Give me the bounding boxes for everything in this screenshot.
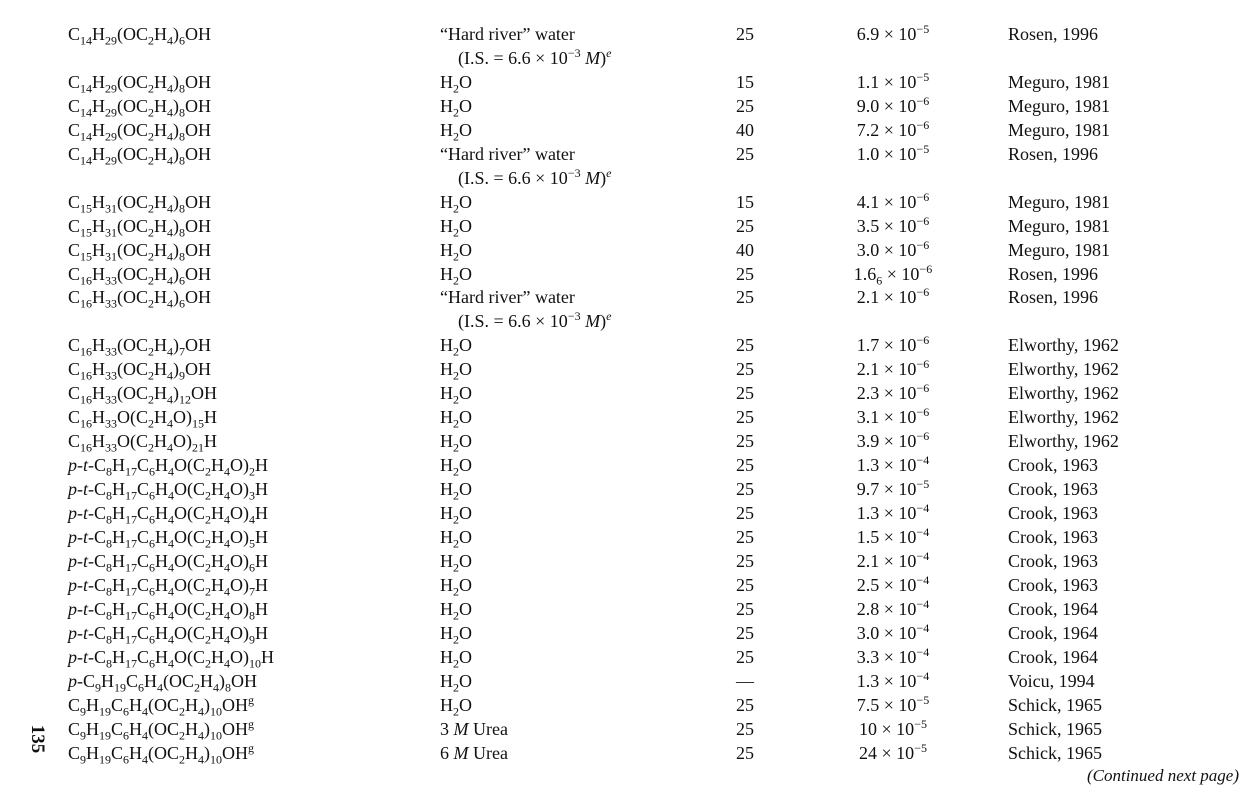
- solvent-cell: $H_2O$: [440, 407, 472, 431]
- table-row: [0, 190, 1257, 214]
- temperature-cell: 25: [736, 383, 754, 404]
- cmc-value-cell: $3.1 \times 10^{-6}$: [856, 405, 930, 428]
- cmc-value-cell: $7.2 \times 10^{-6}$: [856, 117, 930, 140]
- cmc-value-cell: $2.8 \times 10^{-4}$: [856, 596, 930, 619]
- compound-cell: $p-t-C_8H_{17}C_6H_4O(C_2H_4O)_8H$: [68, 598, 269, 623]
- reference-cell: Schick, 1965: [1008, 694, 1102, 715]
- table-row-note: [0, 46, 1257, 70]
- cmc-value-cell: $10 \times 10^{-5}$: [859, 716, 927, 739]
- table-row: [0, 741, 1257, 765]
- table-row: [0, 22, 1257, 46]
- compound-cell: $C_{15}H_{31}(OC_2H_4)_8OH$: [68, 239, 212, 264]
- reference-cell: Crook, 1963: [1008, 479, 1098, 500]
- temperature-cell: 25: [736, 263, 754, 284]
- compound-cell: $p-t-C_8H_{17}C_6H_4O(C_2H_4O)_3H$: [68, 479, 269, 503]
- temperature-cell: —: [736, 670, 754, 691]
- cmc-value-cell: $6.9 \times 10^{-5}$: [856, 22, 930, 44]
- cmc-value-cell: $4.1 \times 10^{-6}$: [856, 189, 930, 212]
- compound-cell: $C_{16}H_{33}(OC_2H_4)_6OH$: [68, 287, 212, 312]
- temperature-cell: 40: [736, 119, 754, 140]
- table-row: [0, 381, 1257, 405]
- temperature-cell: 15: [736, 71, 754, 92]
- compound-cell: $C_{16}H_{33}O(C_2H_4O)_{21}H$: [68, 431, 218, 455]
- reference-cell: Crook, 1964: [1008, 598, 1098, 619]
- compound-cell: $C_{14}H_{29}(OC_2H_4)_8OH$: [68, 95, 212, 120]
- solvent-cell: $H_2O$: [440, 239, 472, 264]
- reference-cell: Crook, 1963: [1008, 455, 1098, 476]
- temperature-cell: 25: [736, 431, 754, 452]
- table-row: [0, 118, 1257, 142]
- solvent-cell: 6 M Urea: [440, 742, 508, 763]
- temperature-cell: 25: [736, 503, 754, 523]
- table-row: [0, 453, 1257, 477]
- table-row: [0, 333, 1257, 357]
- temperature-cell: 25: [736, 742, 754, 763]
- solvent-cell: (I.S. = $6.6 \times 10^{-3}$ M)$^e$: [458, 309, 612, 332]
- table-row: [0, 549, 1257, 573]
- cmc-value-cell: $3.5 \times 10^{-6}$: [856, 213, 930, 236]
- temperature-cell: 25: [736, 215, 754, 236]
- reference-cell: Elworthy, 1962: [1008, 431, 1119, 452]
- cmc-value-cell: $1.5 \times 10^{-4}$: [856, 524, 930, 547]
- cmc-value-cell: $3.0 \times 10^{-4}$: [856, 620, 930, 643]
- page-number: 135: [27, 724, 48, 754]
- table-row: [0, 357, 1257, 381]
- reference-cell: Meguro, 1981: [1008, 191, 1110, 212]
- compound-cell: $C_{16}H_{33}(OC_2H_4)_{12}OH$: [68, 383, 218, 407]
- table-row-note: [0, 309, 1257, 333]
- reference-cell: Elworthy, 1962: [1008, 407, 1119, 428]
- reference-cell: Elworthy, 1962: [1008, 359, 1119, 380]
- solvent-cell: $H_2O$: [440, 646, 472, 671]
- solvent-cell: $H_2O$: [440, 598, 472, 623]
- solvent-cell: $H_2O$: [440, 335, 472, 359]
- temperature-cell: 25: [736, 550, 754, 571]
- solvent-cell: 3 M Urea: [440, 718, 508, 739]
- solvent-cell: (I.S. = $6.6 \times 10^{-3}$ M)$^e$: [458, 165, 612, 188]
- table-row: [0, 285, 1257, 312]
- table-row: [0, 214, 1257, 238]
- temperature-cell: 25: [736, 24, 754, 44]
- solvent-cell: $H_2O$: [440, 479, 472, 503]
- compound-cell: $C_9H_{19}C_6H_4(OC_2H_4)_{10}OH^g$: [68, 692, 255, 719]
- temperature-cell: 25: [736, 287, 754, 308]
- table-row: [0, 142, 1257, 166]
- compound-cell: $p-t-C_8H_{17}C_6H_4O(C_2H_4O)_{10}H$: [68, 646, 275, 671]
- solvent-cell: $H_2O$: [440, 503, 472, 527]
- solvent-cell: “Hard river” water: [440, 287, 575, 308]
- temperature-cell: 25: [736, 574, 754, 595]
- solvent-cell: $H_2O$: [440, 215, 472, 240]
- compound-cell: $p-t-C_8H_{17}C_6H_4O(C_2H_4O)_7H$: [68, 574, 269, 599]
- cmc-value-cell: $2.3 \times 10^{-6}$: [856, 381, 930, 404]
- cmc-value-cell: $1.1 \times 10^{-5}$: [856, 69, 930, 92]
- cmc-value-cell: $9.0 \times 10^{-6}$: [856, 93, 930, 116]
- solvent-cell: $H_2O$: [440, 526, 472, 551]
- solvent-cell: “Hard river” water: [440, 24, 575, 44]
- cmc-value-cell: $24 \times 10^{-5}$: [859, 740, 927, 763]
- reference-cell: Meguro, 1981: [1008, 95, 1110, 116]
- continued-note: (Continued next page): [1086, 766, 1239, 785]
- cmc-value-cell: $1.0 \times 10^{-5}$: [856, 141, 930, 164]
- compound-cell: $C_{16}H_{33}(OC_2H_4)_6OH$: [68, 263, 212, 288]
- cmc-value-cell: $3.0 \times 10^{-6}$: [856, 237, 930, 260]
- table-row: [0, 405, 1257, 429]
- solvent-cell: $H_2O$: [440, 694, 472, 719]
- temperature-cell: 25: [736, 622, 754, 643]
- table-row: [0, 94, 1257, 118]
- reference-cell: Crook, 1963: [1008, 574, 1098, 595]
- solvent-cell: $H_2O$: [440, 455, 472, 479]
- table-row: [0, 597, 1257, 621]
- table-row: [0, 717, 1257, 741]
- table-row: [0, 238, 1257, 262]
- compound-cell: $C_9H_{19}C_6H_4(OC_2H_4)_{10}OH^g$: [68, 740, 255, 767]
- table-row: [0, 429, 1257, 453]
- temperature-cell: 15: [736, 191, 754, 212]
- solvent-cell: (I.S. = $6.6 \times 10^{-3}$ M)$^e$: [458, 45, 612, 68]
- table-row: [0, 621, 1257, 645]
- temperature-cell: 40: [736, 239, 754, 260]
- compound-cell: $p-t-C_8H_{17}C_6H_4O(C_2H_4O)_4H$: [68, 503, 269, 527]
- compound-cell: $p-t-C_8H_{17}C_6H_4O(C_2H_4O)_6H$: [68, 550, 269, 575]
- compound-cell: $C_{15}H_{31}(OC_2H_4)_8OH$: [68, 191, 212, 216]
- solvent-cell: $H_2O$: [440, 191, 472, 216]
- table-row: [0, 477, 1257, 501]
- reference-cell: Schick, 1965: [1008, 718, 1102, 739]
- reference-cell: Crook, 1963: [1008, 503, 1098, 523]
- cmc-value-cell: $2.1 \times 10^{-6}$: [856, 285, 930, 308]
- cmc-value-cell: $3.9 \times 10^{-6}$: [856, 429, 930, 452]
- reference-cell: Crook, 1963: [1008, 526, 1098, 547]
- solvent-cell: $H_2O$: [440, 431, 472, 455]
- temperature-cell: 25: [736, 598, 754, 619]
- table-row: [0, 573, 1257, 597]
- reference-cell: Rosen, 1996: [1008, 263, 1098, 284]
- reference-cell: Rosen, 1996: [1008, 24, 1098, 44]
- compound-cell: $C_{16}H_{33}(OC_2H_4)_9OH$: [68, 359, 212, 383]
- compound-cell: $C_{14}H_{29}(OC_2H_4)_8OH$: [68, 143, 212, 168]
- solvent-cell: $H_2O$: [440, 263, 472, 288]
- reference-cell: Crook, 1963: [1008, 550, 1098, 571]
- cmc-value-cell: $1.7 \times 10^{-6}$: [856, 333, 930, 356]
- cmc-value-cell: $3.3 \times 10^{-4}$: [856, 644, 930, 667]
- temperature-cell: 25: [736, 359, 754, 380]
- solvent-cell: $H_2O$: [440, 95, 472, 120]
- reference-cell: Schick, 1965: [1008, 742, 1102, 763]
- compound-cell: $p-t-C_8H_{17}C_6H_4O(C_2H_4O)_5H$: [68, 526, 269, 551]
- reference-cell: Crook, 1964: [1008, 646, 1098, 667]
- cmc-value-cell: $1.3 \times 10^{-4}$: [856, 668, 930, 691]
- temperature-cell: 25: [736, 95, 754, 116]
- temperature-cell: 25: [736, 646, 754, 667]
- reference-cell: Elworthy, 1962: [1008, 335, 1119, 356]
- table-row: [0, 262, 1257, 286]
- cmc-value-cell: $1.6_6 \times 10^{-6}$: [853, 261, 933, 288]
- table-row-note: [0, 166, 1257, 190]
- reference-cell: Rosen, 1996: [1008, 287, 1098, 308]
- temperature-cell: 25: [736, 407, 754, 428]
- compound-cell: $C_{15}H_{31}(OC_2H_4)_8OH$: [68, 215, 212, 240]
- compound-cell: $C_{16}H_{33}O(C_2H_4O)_{15}H$: [68, 407, 218, 431]
- reference-cell: Meguro, 1981: [1008, 71, 1110, 92]
- solvent-cell: $H_2O$: [440, 550, 472, 575]
- reference-cell: Meguro, 1981: [1008, 239, 1110, 260]
- compound-cell: $p-C_9H_{19}C_6H_4(OC_2H_4)_8OH$: [68, 670, 258, 695]
- table-row: [0, 501, 1257, 525]
- solvent-cell: $H_2O$: [440, 359, 472, 383]
- cmc-value-cell: $2.5 \times 10^{-4}$: [856, 572, 930, 595]
- temperature-cell: 25: [736, 335, 754, 356]
- compound-cell: $C_{16}H_{33}(OC_2H_4)_7OH$: [68, 335, 212, 359]
- solvent-cell: $H_2O$: [440, 622, 472, 647]
- solvent-cell: $H_2O$: [440, 574, 472, 599]
- cmc-value-cell: $2.1 \times 10^{-6}$: [856, 357, 930, 380]
- table-row: [0, 669, 1257, 693]
- table-row: [0, 645, 1257, 669]
- temperature-cell: 25: [736, 479, 754, 500]
- cmc-value-cell: $1.3 \times 10^{-4}$: [856, 501, 930, 523]
- solvent-cell: $H_2O$: [440, 119, 472, 144]
- reference-cell: Rosen, 1996: [1008, 143, 1098, 164]
- compound-cell: $C_{14}H_{29}(OC_2H_4)_8OH$: [68, 71, 212, 96]
- solvent-cell: $H_2O$: [440, 383, 472, 407]
- table-row: [0, 70, 1257, 94]
- reference-cell: Crook, 1964: [1008, 622, 1098, 643]
- compound-cell: $C_9H_{19}C_6H_4(OC_2H_4)_{10}OH^g$: [68, 716, 255, 743]
- compound-cell: $C_{14}H_{29}(OC_2H_4)_8OH$: [68, 119, 212, 144]
- temperature-cell: 25: [736, 455, 754, 476]
- compound-cell: $p-t-C_8H_{17}C_6H_4O(C_2H_4O)_9H$: [68, 622, 269, 647]
- reference-cell: Elworthy, 1962: [1008, 383, 1119, 404]
- reference-cell: Voicu, 1994: [1008, 670, 1095, 691]
- temperature-cell: 25: [736, 694, 754, 715]
- temperature-cell: 25: [736, 143, 754, 164]
- reference-cell: Meguro, 1981: [1008, 215, 1110, 236]
- reference-cell: Meguro, 1981: [1008, 119, 1110, 140]
- compound-cell: $C_{14}H_{29}(OC_2H_4)_6OH$: [68, 24, 212, 48]
- table-row: [0, 525, 1257, 549]
- cmc-value-cell: $9.7 \times 10^{-5}$: [856, 477, 930, 500]
- cmc-value-cell: $2.1 \times 10^{-4}$: [856, 548, 930, 571]
- temperature-cell: 25: [736, 718, 754, 739]
- cmc-value-cell: $1.3 \times 10^{-4}$: [856, 453, 930, 476]
- cmc-value-cell: $7.5 \times 10^{-5}$: [856, 692, 930, 715]
- temperature-cell: 25: [736, 526, 754, 547]
- solvent-cell: “Hard river” water: [440, 143, 575, 164]
- solvent-cell: $H_2O$: [440, 71, 472, 96]
- solvent-cell: $H_2O$: [440, 670, 472, 695]
- table-row: [0, 693, 1257, 717]
- compound-cell: $p-t-C_8H_{17}C_6H_4O(C_2H_4O)_2H$: [68, 455, 269, 479]
